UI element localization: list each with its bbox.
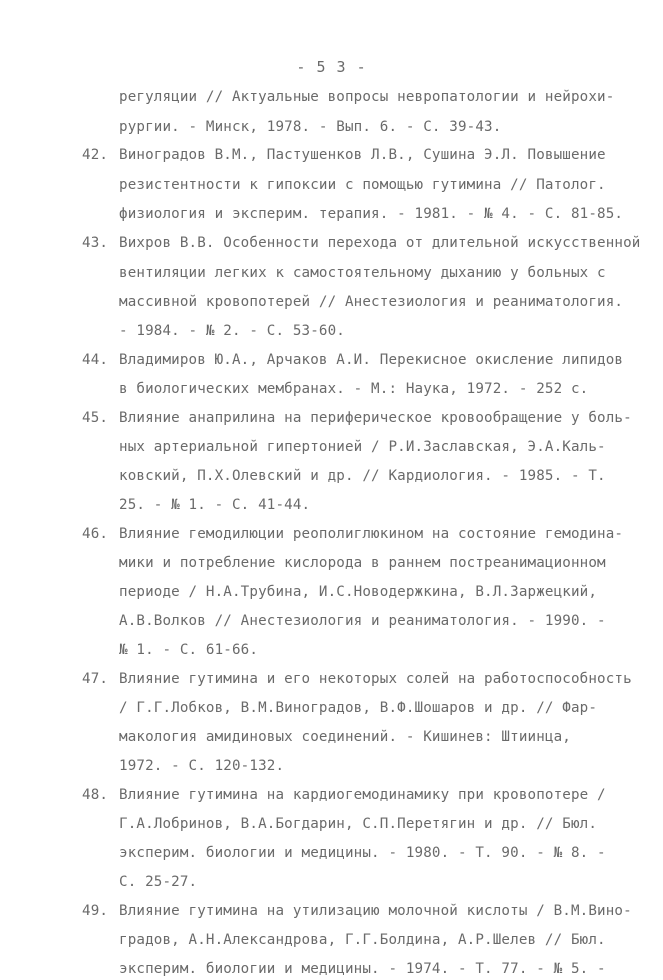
entry-number: 49. — [82, 903, 109, 919]
entry-line: ковский, П.Х.Олевский и др. // Кардиология. - 1985. - Т. — [119, 468, 606, 484]
bibliography-entry-44 — [82, 349, 623, 371]
bibliography-entry-48 — [82, 784, 606, 806]
entry-line: № 1. - С. 61-66. — [119, 642, 259, 658]
entry-line: макология амидиновых соединений. - Кишинев: Штиинца, — [119, 729, 571, 745]
entry-line: ных артериальной гипертонией / Р.И.Заславская, Э.А.Каль- — [119, 439, 606, 455]
entry-line: Влияние гутимина на утилизацию молочной кислоты / В.М.Вино- — [119, 903, 632, 919]
entry-line: Владимиров Ю.А., Арчаков А.И. Перекисное окисление липидов — [119, 352, 624, 368]
entry-line: / Г.Г.Лобков, В.М.Виноградов, В.Ф.Шошаров и др. // Фар- — [119, 700, 598, 716]
bibliography-entry-46 — [82, 523, 623, 545]
entry-line: массивной кровопотерей // Анестезиология и реаниматология. — [119, 294, 624, 310]
entry-number: 43. — [82, 235, 109, 251]
entry-number: 48. — [82, 787, 109, 803]
entry-line: физиология и эксперим. терапия. - 1981. - № 4. - С. 81-85. — [119, 206, 624, 222]
page-number: - 5 3 - — [296, 58, 367, 76]
entry-line: периоде / Н.А.Трубина, И.С.Новодержкина, В.Л.Заржецкий, — [119, 584, 598, 600]
entry-line: регуляции // Актуальные вопросы невропатологии и нейрохи- — [119, 89, 615, 105]
entry-number: 46. — [82, 526, 109, 542]
entry-line: рургии. - Минск, 1978. - Вып. 6. - С. 39-43. — [119, 119, 502, 135]
entry-line: резистентности к гипоксии с помощью гутимина // Патолог. — [119, 177, 606, 193]
entry-number: 44. — [82, 352, 109, 368]
entry-line: С. 25-27. — [119, 874, 198, 890]
entry-line: 25. - № 1. - С. 41-44. — [119, 497, 311, 513]
entry-number: 45. — [82, 410, 109, 426]
entry-line: Г.А.Лобринов, В.А.Богдарин, С.П.Перетягин и др. // Бюл. — [119, 816, 598, 832]
entry-number: 42. — [82, 147, 109, 163]
entry-line: в биологических мембранах. - М.: Наука, 1972. - 252 с. — [119, 381, 589, 397]
entry-line: вентиляции легких к самостоятельному дыханию у больных с — [119, 265, 606, 281]
entry-line: мики и потребление кислорода в раннем постреанимационном — [119, 555, 606, 571]
entry-number: 47. — [82, 671, 109, 687]
bibliography-entry-43 — [82, 232, 641, 254]
entry-line: 1972. - С. 120-132. — [119, 758, 285, 774]
entry-line: Вихров В.В. Особенности перехода от длительной искусственной — [119, 235, 641, 251]
entry-line: градов, А.Н.Александрова, Г.Г.Болдина, А.Р.Шелев // Бюл. — [119, 932, 606, 948]
entry-line: Влияние гутимина на кардиогемодинамику при кровопотере / — [119, 787, 606, 803]
entry-line: эксперим. биологии и медицины. - 1974. - Т. 77. - № 5. - — [119, 961, 606, 977]
bibliography-entry-42 — [82, 144, 606, 166]
bibliography-entry-45 — [82, 407, 632, 429]
entry-line: Влияние анаприлина на периферическое кровообращение у боль- — [119, 410, 632, 426]
entry-line: эксперим. биологии и медицины. - 1980. - Т. 90. - № 8. - — [119, 845, 606, 861]
entry-line: - 1984. - № 2. - С. 53-60. — [119, 323, 345, 339]
entry-line: Виноградов В.М., Пастушенков Л.В., Сушина Э.Л. Повышение — [119, 147, 606, 163]
bibliography-entry-47 — [82, 668, 632, 690]
entry-line: Влияние гемодилюции реополиглюкином на состояние гемодина- — [119, 526, 624, 542]
entry-line: А.В.Волков // Анестезиология и реаниматология. - 1990. - — [119, 613, 606, 629]
bibliography-entry-49 — [82, 900, 632, 922]
entry-line: Влияние гутимина и его некоторых солей на работоспособность — [119, 671, 632, 687]
